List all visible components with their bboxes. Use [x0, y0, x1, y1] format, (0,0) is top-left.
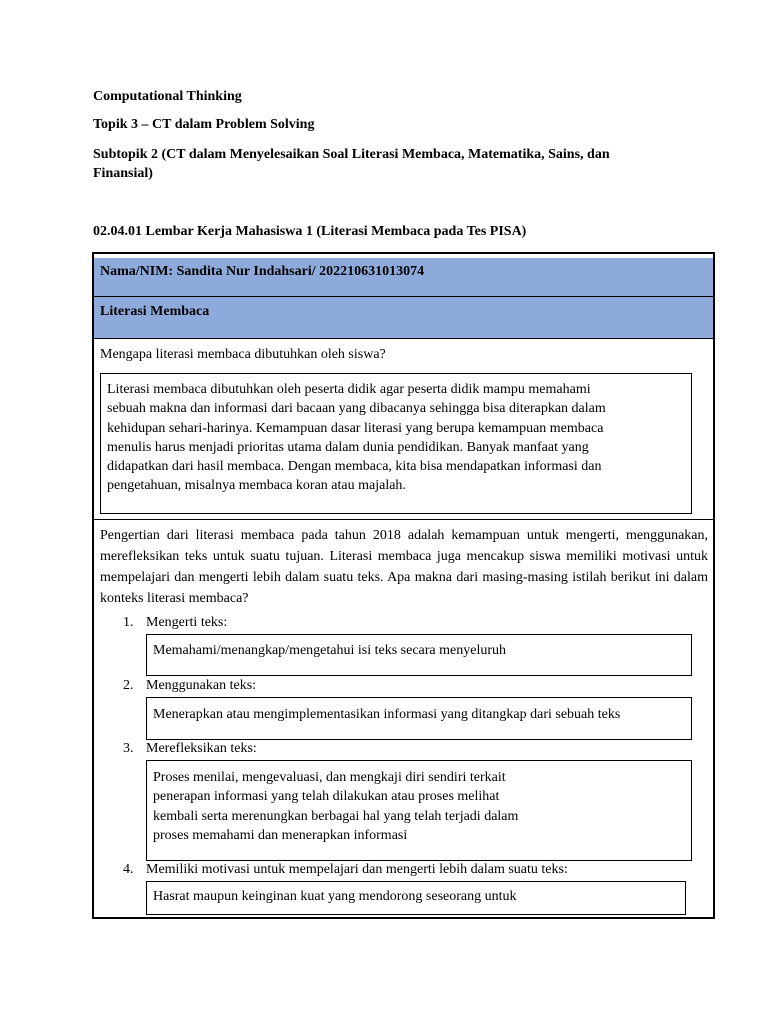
item-2-answer: Menerapkan atau mengimplementasikan informasi yang ditangkap dari sebuah teks: [153, 707, 621, 722]
item-2-answer-box: [146, 697, 692, 740]
item-1-label: Mengerti teks:: [146, 615, 228, 630]
item-2-number: 2.: [123, 678, 134, 693]
item-1-number: 1.: [123, 615, 134, 630]
worksheet-title: 02.04.01 Lembar Kerja Mahasiswa 1 (Literasi Membaca pada Tes PISA): [93, 224, 527, 239]
worksheet-table: [92, 252, 715, 919]
answer-1-line: pengetahuan, misalnya membaca koran atau majalah.: [107, 478, 406, 494]
section-divider: [94, 519, 713, 520]
subtopic-title-line2: Finansial): [93, 166, 153, 181]
course-title: Computational Thinking: [93, 89, 242, 104]
student-identity-row: [94, 258, 713, 297]
item-4-label: Memiliki motivasi untuk mempelajari dan mengerti lebih dalam suatu teks:: [146, 862, 568, 877]
answer-1-line: didapatkan dari hasil membaca. Dengan membaca, kita bisa mendapatkan informasi dan: [107, 459, 602, 475]
answer-1-box: [100, 373, 692, 514]
item-3-answer-line: Proses menilai, mengevaluasi, dan mengkaji diri sendiri terkait: [153, 770, 506, 785]
subtopic-title-line1: Subtopik 2 (CT dalam Menyelesaikan Soal Literasi Membaca, Matematika, Sains, dan: [93, 147, 610, 162]
item-2-label: Menggunakan teks:: [146, 678, 257, 693]
answer-1-line: kehidupan sehari-harinya. Kemampuan dasar literasi yang berupa kemampuan membaca: [107, 420, 604, 436]
item-4-number: 4.: [123, 862, 134, 877]
topic-title: Topik 3 – CT dalam Problem Solving: [93, 117, 315, 132]
student-name-nim: Nama/NIM: Sandita Nur Indahsari/ 202210631013074: [100, 264, 425, 279]
item-3-answer-line: proses memahami dan menerapkan informasi: [153, 827, 408, 843]
item-1-answer-box: [146, 634, 692, 676]
item-3-answer-box: [146, 760, 692, 861]
section-title-row: [94, 297, 713, 339]
answer-1-line: Literasi membaca dibutuhkan oleh peserta didik agar peserta didik mampu memahami: [107, 382, 591, 397]
item-3-answer-line: penerapan informasi yang telah dilakukan atau proses melihat: [153, 789, 500, 805]
section-title: Literasi Membaca: [100, 304, 210, 319]
question-1: Mengapa literasi membaca dibutuhkan oleh siswa?: [100, 347, 386, 362]
answer-1-line: menulis harus menjadi prioritas utama dalam dunia pendidikan. Banyak manfaat yang: [107, 439, 589, 455]
item-3-label: Merefleksikan teks:: [146, 741, 257, 756]
item-4-answer: Hasrat maupun keinginan kuat yang mendorong seseorang untuk: [153, 889, 517, 904]
intro-paragraph: Pengertian dari literasi membaca pada tahun 2018 adalah kemampuan untuk mengerti, menggunakan, merefleksikan teks untuk suatu tujuan. Literasi membaca juga mencakup siswa memiliki motivasi untuk mempelajari dan mengerti lebih dalam suatu teks. Apa makna dari masing-masing istilah berikut ini dalam konteks literasi membaca?: [100, 528, 708, 606]
item-3-number: 3.: [123, 741, 134, 756]
item-4-answer-box: [146, 881, 686, 915]
item-1-answer: Memahami/menangkap/mengetahui isi teks secara menyeluruh: [153, 643, 506, 658]
answer-1-line: sebuah makna dan informasi dari bacaan yang dibacanya sehingga bisa diterapkan dalam: [107, 401, 606, 417]
item-3-answer-line: kembali serta merenungkan berbagai hal yang telah terjadi dalam: [153, 808, 519, 824]
